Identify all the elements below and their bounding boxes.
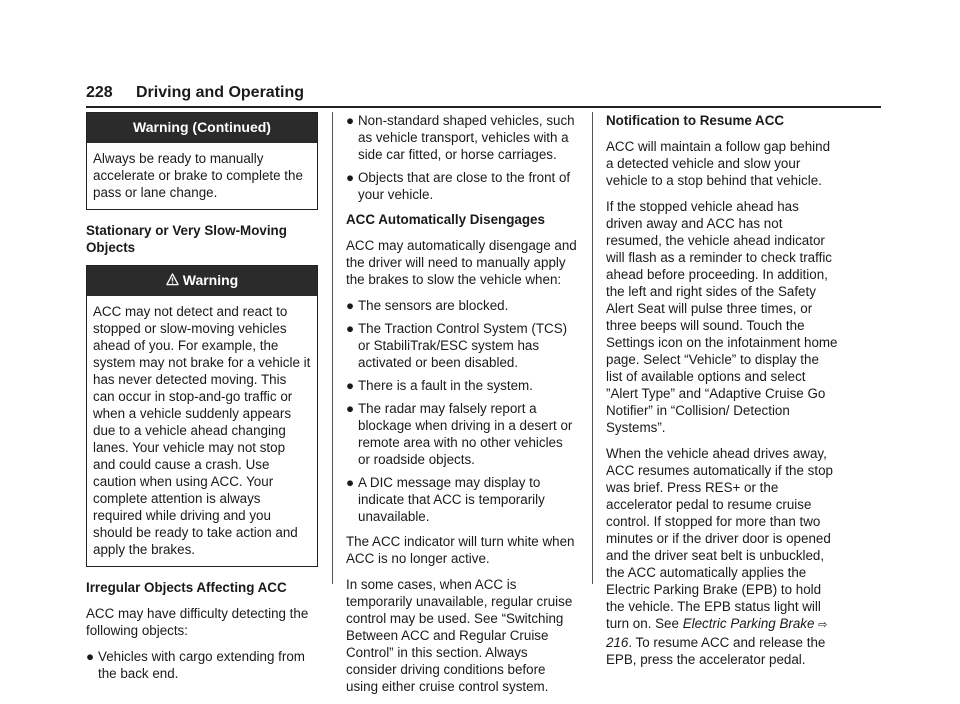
bullet-icon: ● bbox=[346, 170, 355, 185]
heading-resume: Notification to Resume ACC bbox=[606, 113, 785, 128]
warning-continued-title: Warning (Continued) bbox=[87, 113, 317, 143]
para-regular-cruise: In some cases, when ACC is temporarily unavailable, regular cruise control may be used. See “Switching Between ACC and Regular Cruise Control” in this section. Always consider driving conditions before using either cruise control system. bbox=[346, 577, 573, 694]
list-item: ● The Traction Control System (TCS) or StabiliTrak/ESC system has activated or been disabled. bbox=[346, 321, 568, 370]
para-disengage: ACC may automatically disengage and the driver will need to manually apply the brakes to slow the vehicle when: bbox=[346, 238, 577, 287]
list-objects bbox=[346, 112, 578, 203]
page-header bbox=[86, 80, 886, 110]
list-item: ● The radar may falsely report a blockage when driving in a desert or remote area with no other vehicles or roadside objects. bbox=[346, 401, 573, 467]
page-number: 228 bbox=[86, 84, 113, 101]
list-irregular bbox=[86, 648, 318, 682]
bullet-icon: ● bbox=[346, 378, 355, 393]
bullet-icon: ● bbox=[346, 475, 355, 490]
warning-triangle-icon bbox=[166, 273, 179, 286]
list-disengage bbox=[346, 297, 578, 525]
warning-body: ACC may not detect and react to stopped or slow-moving vehicles ahead of you. For example, the system may not brake for a vehicle it has never detected moving. This can occur in stop-and-go traffic or when a vehicle suddenly appears due to a vehicle ahead changing lanes. Your vehicle may not stop and could cause a crash. Use caution when using ACC. Your complete attention is always required while driving and you should be ready to take action and apply the brakes. bbox=[93, 304, 311, 557]
para-stopped-vehicle: If the stopped vehicle ahead has driven away and ACC has not resumed, the vehicle ahead indicator will flash as a reminder to check traffic ahead before proceeding. In addition, the left and right sides of the Safety Alert Seat will pulse three times, or three beeps will sound. Touch the Settings icon on the infotainment home page. Select “Vehicle” to display the list of available options and select ”Alert Type” and “Adaptive Cruise Go Notifier” in “Collision/ Detection Systems”. bbox=[606, 199, 838, 435]
bullet-icon: ● bbox=[346, 401, 355, 416]
list-item: ● Non-standard shaped vehicles, such as vehicle transport, vehicles with a side car fitted, or horse carriages. bbox=[346, 113, 575, 162]
cross-reference-link[interactable]: Electric Parking Brake bbox=[682, 616, 815, 631]
column-2 bbox=[346, 112, 578, 704]
heading-irregular: Irregular Objects Affecting ACC bbox=[86, 580, 287, 595]
page-ref-arrow-icon: ⇨ bbox=[818, 619, 828, 631]
bullet-icon: ● bbox=[86, 649, 95, 664]
column-3 bbox=[606, 112, 838, 677]
list-item: ● The sensors are blocked. bbox=[346, 298, 509, 313]
page-ref-number[interactable]: 216 bbox=[606, 635, 629, 650]
para-irregular: ACC may have difficulty detecting the following objects: bbox=[86, 606, 309, 638]
column-1 bbox=[86, 112, 318, 690]
heading-stationary: Stationary or Very Slow-Moving Objects bbox=[86, 223, 287, 255]
warning-continued-body: Always be ready to manually accelerate or brake to complete the pass or lane change. bbox=[93, 151, 303, 200]
list-item: ● Objects that are close to the front of your vehicle. bbox=[346, 170, 571, 202]
column-divider bbox=[332, 112, 333, 584]
column-divider bbox=[592, 112, 593, 584]
para-resume: When the vehicle ahead drives away, ACC resumes automatically if the stop was brief. Press RES+ or the accelerator pedal to resume cruise control. If stopped for more than two minutes or if the driver door is opened and the driver seat belt is unbuckled, the ACC automatically applies the Electric Parking Brake (EPB) to hold the vehicle. The EPB status light will turn on. See Electric Parking Brake ⇨ 216. To resume ACC and release the EPB, press the accelerator pedal. bbox=[606, 446, 833, 667]
bullet-icon: ● bbox=[346, 113, 355, 128]
warning-box bbox=[86, 265, 318, 567]
heading-disengage: ACC Automatically Disengages bbox=[346, 212, 545, 227]
para-indicator-white: The ACC indicator will turn white when ACC is no longer active. bbox=[346, 534, 575, 566]
list-item: ● There is a fault in the system. bbox=[346, 378, 533, 393]
header-rule bbox=[86, 106, 881, 108]
list-item: ● A DIC message may display to indicate that ACC is temporarily unavailable. bbox=[346, 475, 545, 524]
warning-title: Warning bbox=[182, 272, 239, 288]
section-title: Driving and Operating bbox=[136, 84, 305, 101]
warning-continued-box bbox=[86, 112, 318, 210]
bullet-icon: ● bbox=[346, 321, 355, 336]
warning-title-bar bbox=[87, 266, 317, 296]
para-follow-gap: ACC will maintain a follow gap behind a detected vehicle and slow your vehicle to a stop behind that vehicle. bbox=[606, 139, 831, 188]
bullet-icon: ● bbox=[346, 298, 355, 313]
list-item: ● Vehicles with cargo extending from the back end. bbox=[86, 649, 305, 681]
